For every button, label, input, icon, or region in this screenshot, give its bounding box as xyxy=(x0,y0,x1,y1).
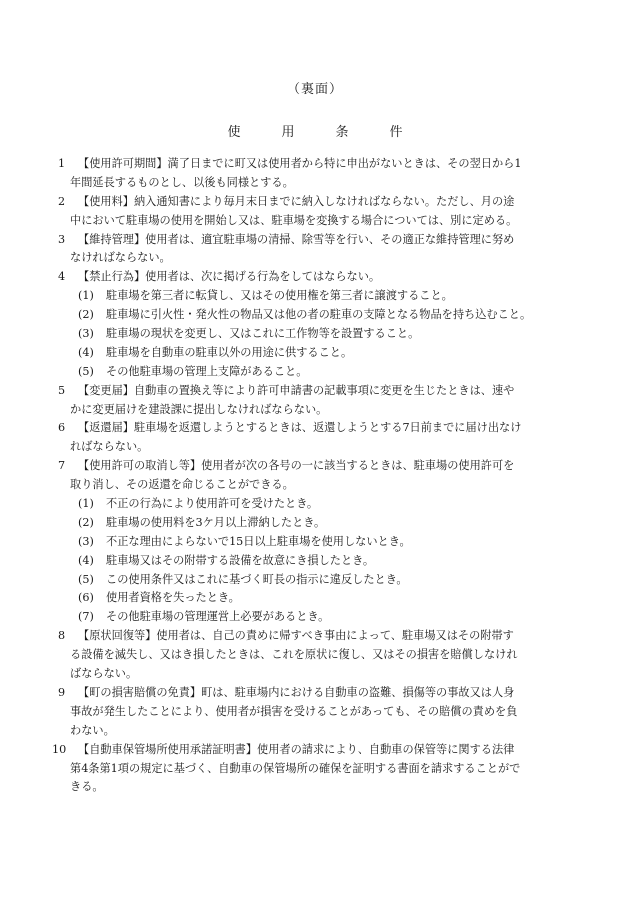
article-text: 【禁止行為】使用者は、次に掲げる行為をしてはならない。 xyxy=(78,270,381,284)
page-title: 使 用 条 件 xyxy=(227,125,417,140)
sub-item-number: (2) xyxy=(78,515,94,529)
article-text: 【町の損害賠償の免責】町は、駐車場内における自動車の盗難、損傷等の事故又は人身 xyxy=(78,685,515,699)
article-number: 4 xyxy=(58,270,66,284)
article-text: 【自動車保管場所使用承諾証明書】使用者の請求により、自動車の保管等に関する法律 xyxy=(78,742,515,756)
sub-item-text: 駐車場を第三者に転貸し、又はその使用権を第三者に譲渡すること。 xyxy=(106,289,453,303)
condition-article xyxy=(58,193,556,231)
article-number: 8 xyxy=(58,629,66,643)
sub-item-text: その他駐車場の管理上支障があること。 xyxy=(106,364,308,378)
article-number: 3 xyxy=(58,232,66,246)
article-number: 7 xyxy=(58,459,66,473)
article-first-line xyxy=(58,627,556,646)
sub-item-text: 使用者資格を失ったとき。 xyxy=(106,591,240,605)
reverse-side-label: （裏面） xyxy=(286,82,343,97)
article-continuation-line: なければならない。 xyxy=(70,251,171,265)
article-text: 【使用許可の取消し等】使用者が次の各号の一に該当するときは、駐車場の使用許可を xyxy=(78,459,515,473)
condition-article xyxy=(58,457,556,627)
sub-item-text: 駐車場又はその附帯する設備を故意にき損したとき。 xyxy=(106,553,375,567)
sub-item-text: 駐車場を自動車の駐車以外の用途に供すること。 xyxy=(106,345,353,359)
article-number: 5 xyxy=(58,383,66,397)
sub-item-number: (4) xyxy=(78,345,94,359)
article-first-line xyxy=(58,231,556,250)
article-sub-item xyxy=(78,552,556,571)
sub-item-text: 駐車場に引火性・発火性の物品又は他の者の駐車の支障となる物品を持ち込むこと。 xyxy=(106,308,532,322)
article-continuation-line: ばならない。 xyxy=(70,667,138,681)
article-sub-item xyxy=(78,287,556,306)
article-continuation-line: る設備を滅失し、又はき損したときは、これを原状に復し、又はその損害を賠償しなけれ xyxy=(70,648,518,662)
article-sub-item xyxy=(78,325,556,344)
article-sub-item xyxy=(78,608,556,627)
article-number: 2 xyxy=(58,194,66,208)
article-sub-item xyxy=(78,306,556,325)
article-sub-item xyxy=(78,514,556,533)
article-sub-item xyxy=(78,363,556,382)
article-first-line xyxy=(58,155,556,174)
article-text: 【維持管理】使用者は、適宜駐車場の清掃、除雪等を行い、その適正な維持管理に努め xyxy=(78,232,515,246)
sub-item-number: (1) xyxy=(78,497,94,511)
article-sub-item xyxy=(78,589,556,608)
article-sub-item xyxy=(78,344,556,363)
article-sub-item xyxy=(78,571,556,590)
article-text: 【原状回復等】使用者は、自己の責めに帰すべき事由によって、駐車場又はその附帯す xyxy=(78,629,514,643)
article-number: 1 xyxy=(58,157,66,170)
article-continuation-line: 第4条第1項の規定に基づく、自動車の保管場所の確保を証明する書面を請求することがで xyxy=(70,761,521,775)
article-first-line xyxy=(58,382,556,401)
article-continuation-line: 事故が発生したことにより、使用者が損害を受けることがあっても、その賠償の責めを負 xyxy=(70,704,518,718)
conditions-list xyxy=(52,155,556,797)
condition-article xyxy=(58,419,556,457)
article-first-line xyxy=(58,457,556,476)
condition-article xyxy=(52,741,556,798)
article-sub-item xyxy=(78,495,556,514)
article-continuation-line: わない。 xyxy=(70,723,115,737)
condition-article xyxy=(58,627,556,684)
article-number: 10 xyxy=(52,742,67,756)
article-first-line xyxy=(58,419,556,438)
article-continuation-line: きる。 xyxy=(70,780,104,794)
condition-article xyxy=(58,231,556,269)
article-first-line xyxy=(58,684,556,703)
condition-article xyxy=(58,268,556,381)
sub-item-number: (3) xyxy=(78,327,94,341)
sub-item-text: この使用条件又はこれに基づく町長の指示に違反したとき。 xyxy=(106,572,408,586)
article-text: 【使用許可期間】満了日までに町又は使用者から特に申出がないときは、その翌日から1 xyxy=(78,157,522,170)
sub-item-text: 不正な理由によらないで15日以上駐車場を使用しないとき。 xyxy=(106,534,411,548)
sub-item-number: (4) xyxy=(78,553,94,567)
article-continuation-line: ればならない。 xyxy=(70,440,149,454)
article-continuation-line: 中において駐車場の使用を開始し又は、駐車場を変換する場合については、別に定める。 xyxy=(70,213,518,227)
article-text: 【使用料】納入通知書により毎月末日までに納入しなければならない。ただし、月の途 xyxy=(78,194,515,208)
article-text: 【変更届】自動車の置換え等により許可申請書の記載事項に変更を生じたときは、速や xyxy=(78,383,515,397)
sub-item-number: (2) xyxy=(78,308,94,322)
article-number: 6 xyxy=(58,421,66,435)
article-sub-item xyxy=(78,533,556,552)
condition-article xyxy=(58,382,556,420)
sub-item-number: (3) xyxy=(78,534,94,548)
sub-item-number: (1) xyxy=(78,289,94,303)
condition-article xyxy=(58,155,556,193)
sub-item-text: 駐車場の使用料を3ケ月以上滞納したとき。 xyxy=(106,515,326,529)
sub-item-text: 駐車場の現状を変更し、又はこれに工作物等を設置すること。 xyxy=(106,327,420,341)
article-continuation-line: かに変更届けを建設課に提出しなければならない。 xyxy=(70,402,328,416)
sub-item-text: その他駐車場の管理運営上必要があるとき。 xyxy=(106,610,330,624)
sub-item-number: (6) xyxy=(78,591,94,605)
sub-item-text: 不正の行為により使用許可を受けたとき。 xyxy=(106,497,319,511)
sub-item-number: (5) xyxy=(78,364,94,378)
article-first-line xyxy=(58,268,556,287)
article-number: 9 xyxy=(58,685,66,699)
article-continuation-line: 取り消し、その返還を命じることができる。 xyxy=(70,478,294,492)
article-first-line xyxy=(52,741,556,760)
sub-item-number: (5) xyxy=(78,572,94,586)
article-continuation-line: 年間延長するものとし、以後も同様とする。 xyxy=(70,175,294,189)
condition-article xyxy=(58,684,556,741)
sub-item-number: (7) xyxy=(78,610,94,624)
article-text: 【返還届】駐車場を返還しようとするときは、返還しようとする7日前までに届け出なけ xyxy=(78,421,522,435)
article-first-line xyxy=(58,193,556,212)
